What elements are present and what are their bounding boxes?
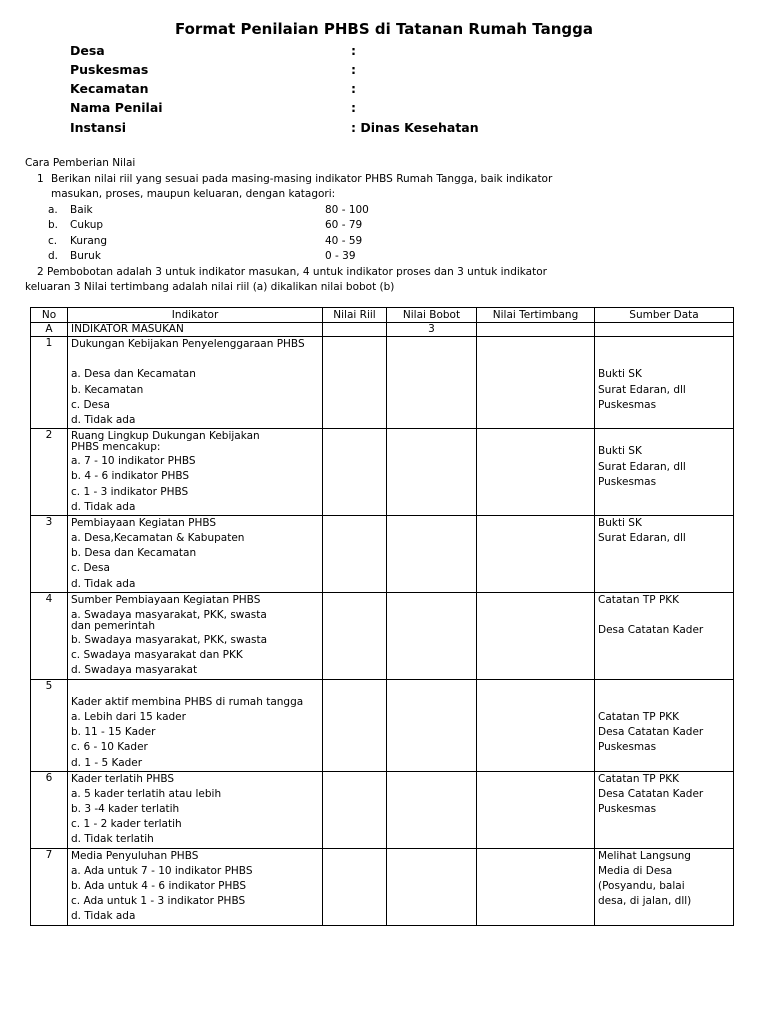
sumber-line: Bukti SK — [598, 368, 642, 381]
instruction-text: keluaran 3 Nilai tertimbang adalah nilai riil (a) dikalikan nilai bobot (b) — [25, 281, 395, 293]
indikator-line: Kader terlatih PHBS — [71, 772, 175, 785]
sumber-data-cell — [595, 337, 734, 429]
indikator-line: a. Ada untuk 7 - 10 indikator PHBS — [71, 864, 253, 877]
column-header-nilai-bobot: Nilai Bobot — [387, 308, 477, 323]
sumber-data-cell — [595, 515, 734, 592]
indikator-line: b. Swadaya masyarakat, PKK, swasta — [71, 634, 268, 646]
sumber-line — [598, 490, 730, 505]
indikator-line: a. Lebih dari 15 kader — [71, 710, 186, 723]
instructions-heading: Cara Pemberian Nilai — [25, 157, 136, 169]
category-baik — [25, 203, 625, 219]
column-header-indikator: Indikator — [68, 308, 323, 323]
nilai-tertimbang-cell[interactable] — [477, 592, 595, 679]
nilai-riil-cell[interactable] — [323, 592, 387, 679]
indikator-line: b. 4 - 6 indikator PHBS — [71, 470, 190, 483]
nilai-riil-cell[interactable] — [323, 848, 387, 925]
sumber-line: Media di Desa — [598, 864, 673, 877]
indikator-line: c. Ada untuk 1 - 3 indikator PHBS — [71, 895, 246, 908]
sumber-line: Bukti SK — [598, 445, 642, 458]
category-name: Cukup — [70, 219, 104, 231]
indikator-line: b. 11 - 15 Kader — [71, 726, 156, 739]
nilai-tertimbang-cell[interactable] — [477, 848, 595, 925]
sumber-line: Surat Edaran, dll — [598, 460, 686, 473]
sumber-line: Puskesmas — [598, 475, 657, 488]
category-letter: b. — [48, 219, 59, 231]
indikator-wrapped — [71, 608, 319, 633]
sumber-line: Catatan TP PKK — [598, 593, 680, 606]
instruction-text: 2 Pembobotan adalah 3 untuk indikator masukan, 4 untuk indikator proses dan 3 untuk indikator — [37, 265, 547, 278]
sumber-line: desa, di jalan, dll) — [598, 895, 692, 908]
category-name: Buruk — [70, 250, 101, 262]
category-letter: c. — [48, 234, 58, 247]
table-row — [31, 337, 734, 429]
field-value: : — [351, 43, 356, 58]
field-desa — [70, 43, 356, 58]
nilai-riil-cell[interactable] — [323, 429, 387, 516]
indikator-cell — [68, 337, 323, 429]
category-cukup — [25, 218, 625, 234]
table-row — [31, 679, 734, 771]
sumber-data-cell — [595, 429, 734, 516]
sumber-data-cell — [595, 848, 734, 925]
instructions — [25, 156, 625, 296]
sumber-line — [598, 429, 730, 444]
sumber-line — [598, 337, 730, 352]
indikator-line: d. Tidak ada — [71, 577, 136, 590]
instruction-text: masukan, proses, maupun keluaran, dengan katagori: — [51, 188, 336, 200]
sumber-line: Catatan TP PKK — [598, 710, 680, 723]
nilai-tertimbang-cell[interactable] — [477, 323, 595, 337]
field-instansi — [70, 120, 479, 135]
instruction-number: 1 — [37, 172, 44, 185]
field-puskesmas — [70, 62, 356, 77]
sumber-data-cell — [595, 592, 734, 679]
column-header-no: No — [31, 308, 68, 323]
assessment-table — [30, 307, 734, 926]
row-number: 3 — [31, 515, 68, 592]
field-value: : — [351, 81, 356, 96]
field-label: Instansi — [70, 120, 127, 135]
indikator-line: PHBS mencakup: — [71, 440, 161, 453]
row-number: 5 — [31, 679, 68, 771]
nilai-riil-cell[interactable] — [323, 679, 387, 771]
indikator-cell — [68, 771, 323, 848]
indikator-line: b. Desa dan Kecamatan — [71, 547, 197, 560]
table-row — [31, 592, 734, 679]
indikator-line: c. 1 - 3 indikator PHBS — [71, 485, 189, 498]
indikator-line: Ruang Lingkup Dukungan Kebijakan — [71, 430, 260, 443]
table-row — [31, 848, 734, 925]
nilai-riil-cell[interactable] — [323, 771, 387, 848]
sumber-data-cell — [595, 323, 734, 337]
sumber-line — [598, 352, 730, 367]
section-row — [31, 323, 734, 337]
indikator-line: c. Desa — [71, 398, 110, 411]
instruction-2-line-1 — [25, 265, 625, 281]
nilai-bobot-cell — [387, 679, 477, 771]
indikator-cell — [68, 848, 323, 925]
sumber-line — [598, 680, 730, 695]
instruction-1-line-2 — [25, 187, 625, 203]
indikator-cell — [68, 679, 323, 771]
field-value: : — [351, 100, 356, 115]
nilai-riil-cell[interactable] — [323, 515, 387, 592]
indikator-line: c. 1 - 2 kader terlatih — [71, 818, 182, 831]
nilai-tertimbang-cell[interactable] — [477, 337, 595, 429]
sumber-line: Puskesmas — [598, 803, 657, 816]
row-number: 2 — [31, 429, 68, 516]
category-name: Baik — [70, 203, 93, 216]
indikator-line: Pembiayaan Kegiatan PHBS — [71, 516, 217, 529]
indikator-line: c. 6 - 10 Kader — [71, 741, 148, 754]
indikator-line: Dukungan Kebijakan Penyelenggaraan PHBS — [71, 338, 305, 350]
indikator-line: Sumber Pembiayaan Kegiatan PHBS — [71, 593, 261, 606]
sumber-data-cell — [595, 679, 734, 771]
indikator-heading — [71, 429, 319, 454]
sumber-data-cell — [595, 771, 734, 848]
table-row — [31, 771, 734, 848]
field-label: Kecamatan — [70, 81, 149, 96]
nilai-bobot-cell — [387, 848, 477, 925]
row-number: 7 — [31, 848, 68, 925]
table-row — [31, 429, 734, 516]
indikator-line: b. Ada untuk 4 - 6 indikator PHBS — [71, 880, 247, 892]
sumber-line: Desa Catatan Kader — [598, 624, 704, 637]
nilai-tertimbang-cell[interactable] — [477, 429, 595, 516]
field-kecamatan — [70, 81, 356, 96]
sumber-line: Desa Catatan Kader — [598, 726, 704, 739]
indikator-line: a. Desa dan Kecamatan — [71, 368, 196, 381]
sumber-line — [598, 695, 730, 710]
table-row — [31, 515, 734, 592]
nilai-bobot-cell — [387, 515, 477, 592]
section-label: INDIKATOR MASUKAN — [68, 323, 323, 337]
column-header-nilai-riil: Nilai Riil — [323, 308, 387, 323]
indikator-line: c. Desa — [71, 562, 110, 575]
indikator-line: a. Desa,Kecamatan & Kabupaten — [71, 532, 245, 545]
field-nama-penilai — [70, 100, 356, 115]
field-label: Nama Penilai — [70, 100, 163, 115]
indikator-line: d. Tidak ada — [71, 500, 136, 513]
category-range: 60 - 79 — [325, 219, 363, 231]
indikator-cell — [68, 592, 323, 679]
column-header-nilai-tertimbang: Nilai Tertimbang — [477, 308, 595, 323]
category-name: Kurang — [70, 234, 108, 247]
nilai-bobot-cell — [387, 429, 477, 516]
indikator-cell — [68, 515, 323, 592]
table-header-row — [31, 308, 734, 323]
indikator-line: Kader aktif membina PHBS di rumah tangga — [71, 695, 304, 708]
indikator-line: b. 3 -4 kader terlatih — [71, 803, 180, 816]
instruction-1-line-1 — [25, 172, 625, 188]
nilai-tertimbang-cell[interactable] — [477, 679, 595, 771]
sumber-line: Puskesmas — [598, 741, 657, 754]
nilai-tertimbang-cell[interactable] — [477, 771, 595, 848]
sumber-line — [598, 413, 730, 428]
row-number: 6 — [31, 771, 68, 848]
indikator-line: a. Swadaya masyarakat, PKK, swasta — [71, 609, 267, 621]
row-number: 1 — [31, 337, 68, 429]
sumber-line — [598, 608, 730, 623]
nilai-bobot-cell — [387, 592, 477, 679]
instruction-2-line-2 — [25, 280, 625, 296]
field-label: Puskesmas — [70, 62, 149, 77]
section-no: A — [31, 323, 68, 337]
category-kurang — [25, 234, 625, 250]
indikator-line: a. 5 kader terlatih atau lebih — [71, 787, 222, 800]
indikator-line: Media Penyuluhan PHBS — [71, 849, 199, 862]
category-range: 0 - 39 — [325, 250, 356, 262]
sumber-line: Surat Edaran, dll — [598, 383, 686, 396]
field-value: : — [351, 62, 356, 77]
indikator-line: d. Swadaya masyarakat — [71, 664, 198, 677]
category-letter: d. — [48, 250, 59, 262]
indikator-line: c. Swadaya masyarakat dan PKK — [71, 649, 243, 662]
sumber-line: Bukti SK — [598, 516, 642, 529]
indikator-line: d. Tidak ada — [71, 910, 136, 923]
row-number: 4 — [31, 592, 68, 679]
nilai-riil-cell[interactable] — [323, 337, 387, 429]
page-title: Format Penilaian PHBS di Tatanan Rumah Tangga — [174, 20, 593, 38]
column-header-sumber-data: Sumber Data — [595, 308, 734, 323]
sumber-line: Desa Catatan Kader — [598, 787, 704, 800]
nilai-bobot-cell — [387, 337, 477, 429]
sumber-line: Surat Edaran, dll — [598, 532, 686, 545]
indikator-line: dan pemerintah — [71, 619, 155, 632]
indikator-line — [71, 680, 319, 695]
indikator-line: d. 1 - 5 Kader — [71, 756, 143, 769]
sumber-line: Puskesmas — [598, 398, 657, 411]
category-buruk — [25, 249, 625, 265]
indikator-line: a. 7 - 10 indikator PHBS — [71, 455, 196, 468]
field-label: Desa — [70, 43, 105, 58]
category-letter: a. — [48, 203, 58, 216]
sumber-line: (Posyandu, balai — [598, 880, 685, 892]
indikator-line: d. Tidak terlatih — [71, 833, 154, 846]
nilai-tertimbang-cell[interactable] — [477, 515, 595, 592]
sumber-line: Melihat Langsung — [598, 849, 691, 862]
indikator-cell — [68, 429, 323, 516]
category-range: 40 - 59 — [325, 234, 363, 247]
category-range: 80 - 100 — [325, 203, 369, 216]
field-value: : Dinas Kesehatan — [351, 120, 479, 135]
section-bobot: 3 — [387, 323, 477, 337]
indikator-line: b. Kecamatan — [71, 383, 144, 396]
sumber-line: Catatan TP PKK — [598, 772, 680, 785]
indikator-line — [71, 352, 319, 367]
indikator-line: d. Tidak ada — [71, 413, 136, 426]
nilai-bobot-cell — [387, 771, 477, 848]
instruction-text: Berikan nilai riil yang sesuai pada masing-masing indikator PHBS Rumah Tangga, baik indikator — [51, 172, 553, 185]
nilai-riil-cell[interactable] — [323, 323, 387, 337]
